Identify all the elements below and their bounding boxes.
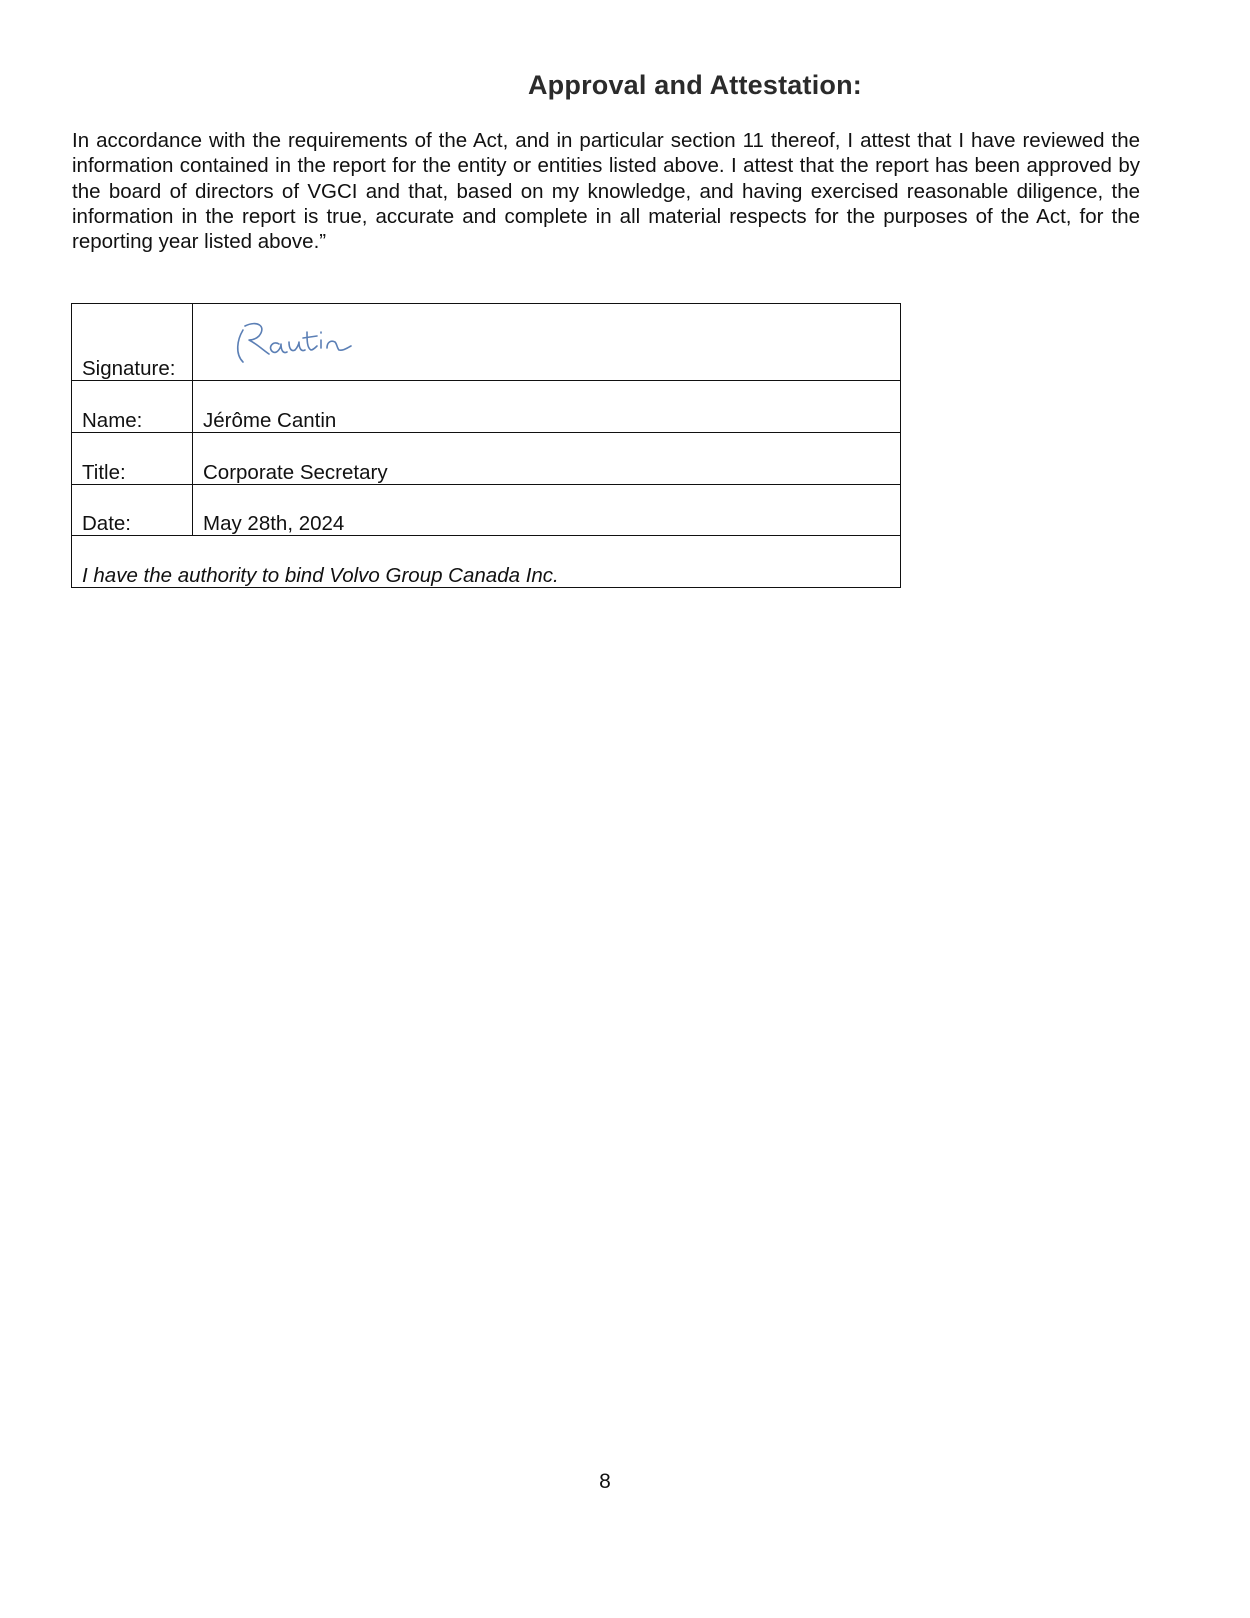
date-row xyxy=(72,485,901,536)
title-label: Title: xyxy=(72,433,193,485)
signature-cell xyxy=(193,304,901,381)
title-value: Corporate Secretary xyxy=(193,433,901,485)
title-row xyxy=(72,433,901,485)
date-label: Date: xyxy=(72,485,193,536)
page-title: Approval and Attestation: xyxy=(527,70,862,100)
handwritten-signature xyxy=(233,318,363,368)
signature-label: Signature: xyxy=(72,304,193,381)
name-label: Name: xyxy=(72,381,193,433)
date-value: May 28th, 2024 xyxy=(193,485,901,536)
signature-row xyxy=(72,304,901,381)
name-value: Jérôme Cantin xyxy=(193,381,901,433)
name-row xyxy=(72,381,901,433)
authority-row xyxy=(72,536,901,588)
authority-statement: I have the authority to bind Volvo Group Canada Inc. xyxy=(72,536,901,588)
page-number: 8 xyxy=(599,1470,611,1493)
attestation-paragraph: In accordance with the requirements of the Act, and in particular section 11 thereof, I attest that I have reviewed the information contained in the report for the entity or entities listed above. I attest that the report has been approved by the board of directors of VGCI and that, based on my knowledge, and having exercised reasonable diligence, the information in the report is true, accurate and complete in all material respects for the purposes of the Act, for the reporting year listed above.” xyxy=(72,129,1140,254)
attestation-table xyxy=(71,303,901,588)
